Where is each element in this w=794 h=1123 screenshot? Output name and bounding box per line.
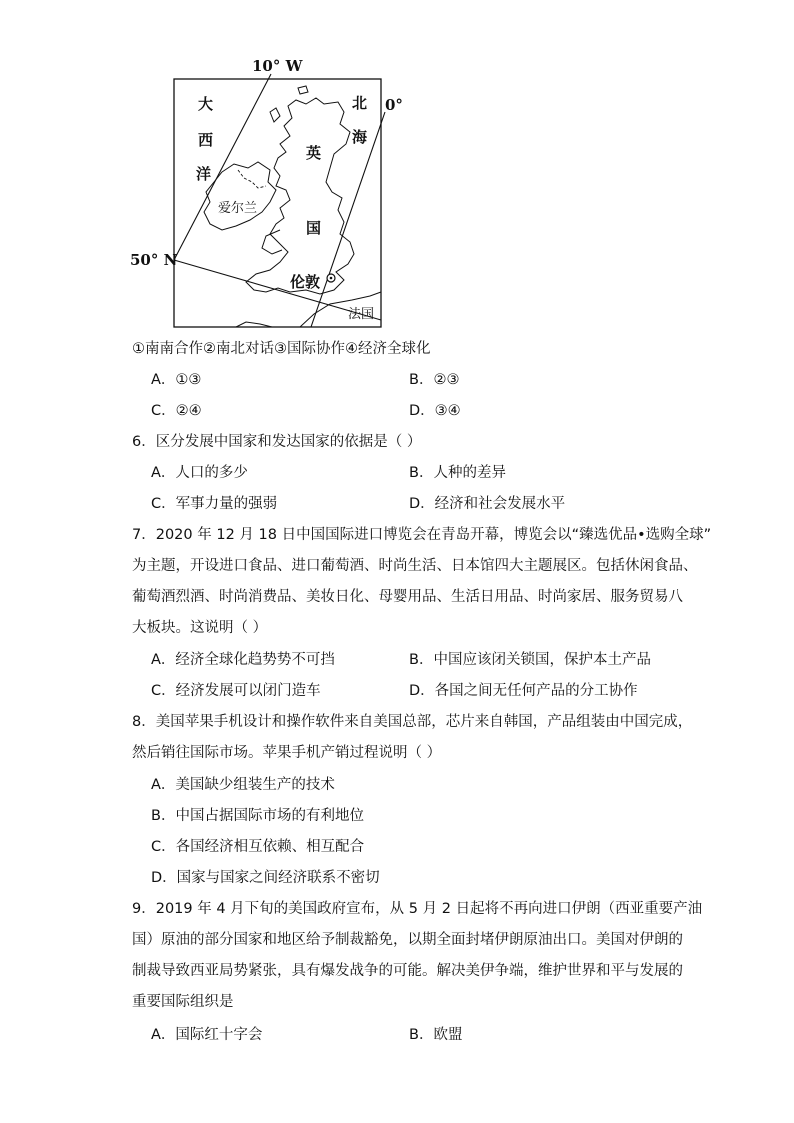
q7-option-b[interactable]: B．中国应该闭关锁国，保护本土产品 — [409, 652, 651, 668]
great-britain-outline — [246, 98, 354, 294]
q8-stem-line-2: 然后销往国际市场。苹果手机产销过程说明（ ） — [132, 745, 442, 761]
north-sea-char-1: 北 — [352, 94, 368, 112]
meridian-10w — [174, 74, 271, 260]
q9-option-a[interactable]: A．国际红十字会 — [151, 1027, 263, 1043]
wales-outline — [262, 230, 282, 254]
q8-option-a[interactable]: A．美国缺少组装生产的技术 — [151, 777, 335, 793]
london-label: 伦敦 — [290, 273, 321, 291]
atlantic-char-1: 大 — [198, 95, 214, 113]
q8-option-d[interactable]: D．国家与国家之间经济联系不密切 — [151, 870, 380, 886]
q6-option-c[interactable]: C．军事力量的强弱 — [151, 496, 278, 512]
uk-char-2: 国 — [306, 219, 322, 237]
q9-stem-line-3: 制裁导致西亚局势紧张，具有爆发战争的可能。解决美伊争端，维护世界和平与发展的 — [132, 963, 683, 979]
orkney-outline — [298, 86, 308, 94]
ireland-label: 爱尔兰 — [218, 201, 258, 216]
q5-option-b[interactable]: B．②③ — [409, 372, 460, 388]
q8-option-c[interactable]: C．各国经济相互依赖、相互配合 — [151, 839, 365, 855]
north-sea-char-2: 海 — [352, 128, 368, 146]
lat-50n-label: 50° N — [130, 251, 178, 269]
q7-option-a[interactable]: A．经济全球化趋势势不可挡 — [151, 652, 335, 668]
q5-option-a[interactable]: A．①③ — [151, 372, 202, 388]
q7-stem-line-3: 葡萄酒烈酒、时尚消费品、美妆日化、母婴用品、生活日用品、时尚家居、服务贸易八 — [132, 589, 683, 605]
q6-option-a[interactable]: A．人口的多少 — [151, 465, 248, 481]
hebrides-outline — [270, 108, 280, 122]
q7-stem-line-4: 大板块。这说明（ ） — [132, 620, 268, 636]
q5-statements: ①南南合作②南北对话③国际协作④经济全球化 — [132, 341, 431, 357]
atlantic-char-3: 洋 — [196, 165, 212, 183]
q9-stem-line-4: 重要国际组织是 — [132, 994, 234, 1010]
brittany-coast — [236, 322, 272, 327]
q9-stem-line-2: 国）原油的部分国家和地区给予制裁豁免，以期全面封堵伊朗原油出口。美国对伊朗的 — [132, 932, 683, 948]
q6-option-b[interactable]: B．人种的差异 — [409, 465, 506, 481]
q5-option-c[interactable]: C．②④ — [151, 403, 202, 419]
uk-char-1: 英 — [306, 144, 322, 162]
q8-stem-line-1: 8．美国苹果手机设计和操作软件来自美国总部，芯片来自韩国，产品组装由中国完成， — [132, 714, 693, 730]
q7-option-c[interactable]: C．经济发展可以闭门造车 — [151, 683, 321, 699]
q8-option-b[interactable]: B．中国占据国际市场的有利地位 — [151, 808, 364, 824]
q6-stem: 6．区分发展中国家和发达国家的依据是（ ） — [132, 434, 422, 450]
northern-ireland-border — [238, 170, 266, 188]
q7-stem-line-2: 为主题，开设进口食品、进口葡萄酒、时尚生活、日本馆四大主题展区。包括休闲食品、 — [132, 558, 698, 574]
q6-option-d[interactable]: D．经济和社会发展水平 — [409, 496, 566, 512]
q5-option-d[interactable]: D．③④ — [409, 403, 461, 419]
france-label: 法国 — [348, 307, 375, 322]
q9-option-b[interactable]: B．欧盟 — [409, 1027, 463, 1043]
lon-10w-label: 10° W — [252, 57, 303, 75]
q7-stem-line-1: 7．2020 年 12 月 18 日中国国际进口博览会在青岛开幕，博览会以“臻选优品•选购全球” — [132, 527, 712, 543]
lon-0-label: 0° — [385, 96, 403, 114]
q7-option-d[interactable]: D．各国之间无任何产品的分工协作 — [409, 683, 638, 699]
q9-stem-line-1: 9．2019 年 4 月下旬的美国政府宣布，从 5 月 2 日起将不再向进口伊朗（西亚重要产油 — [132, 901, 703, 917]
atlantic-char-2: 西 — [198, 131, 214, 149]
map-figure — [130, 52, 403, 332]
